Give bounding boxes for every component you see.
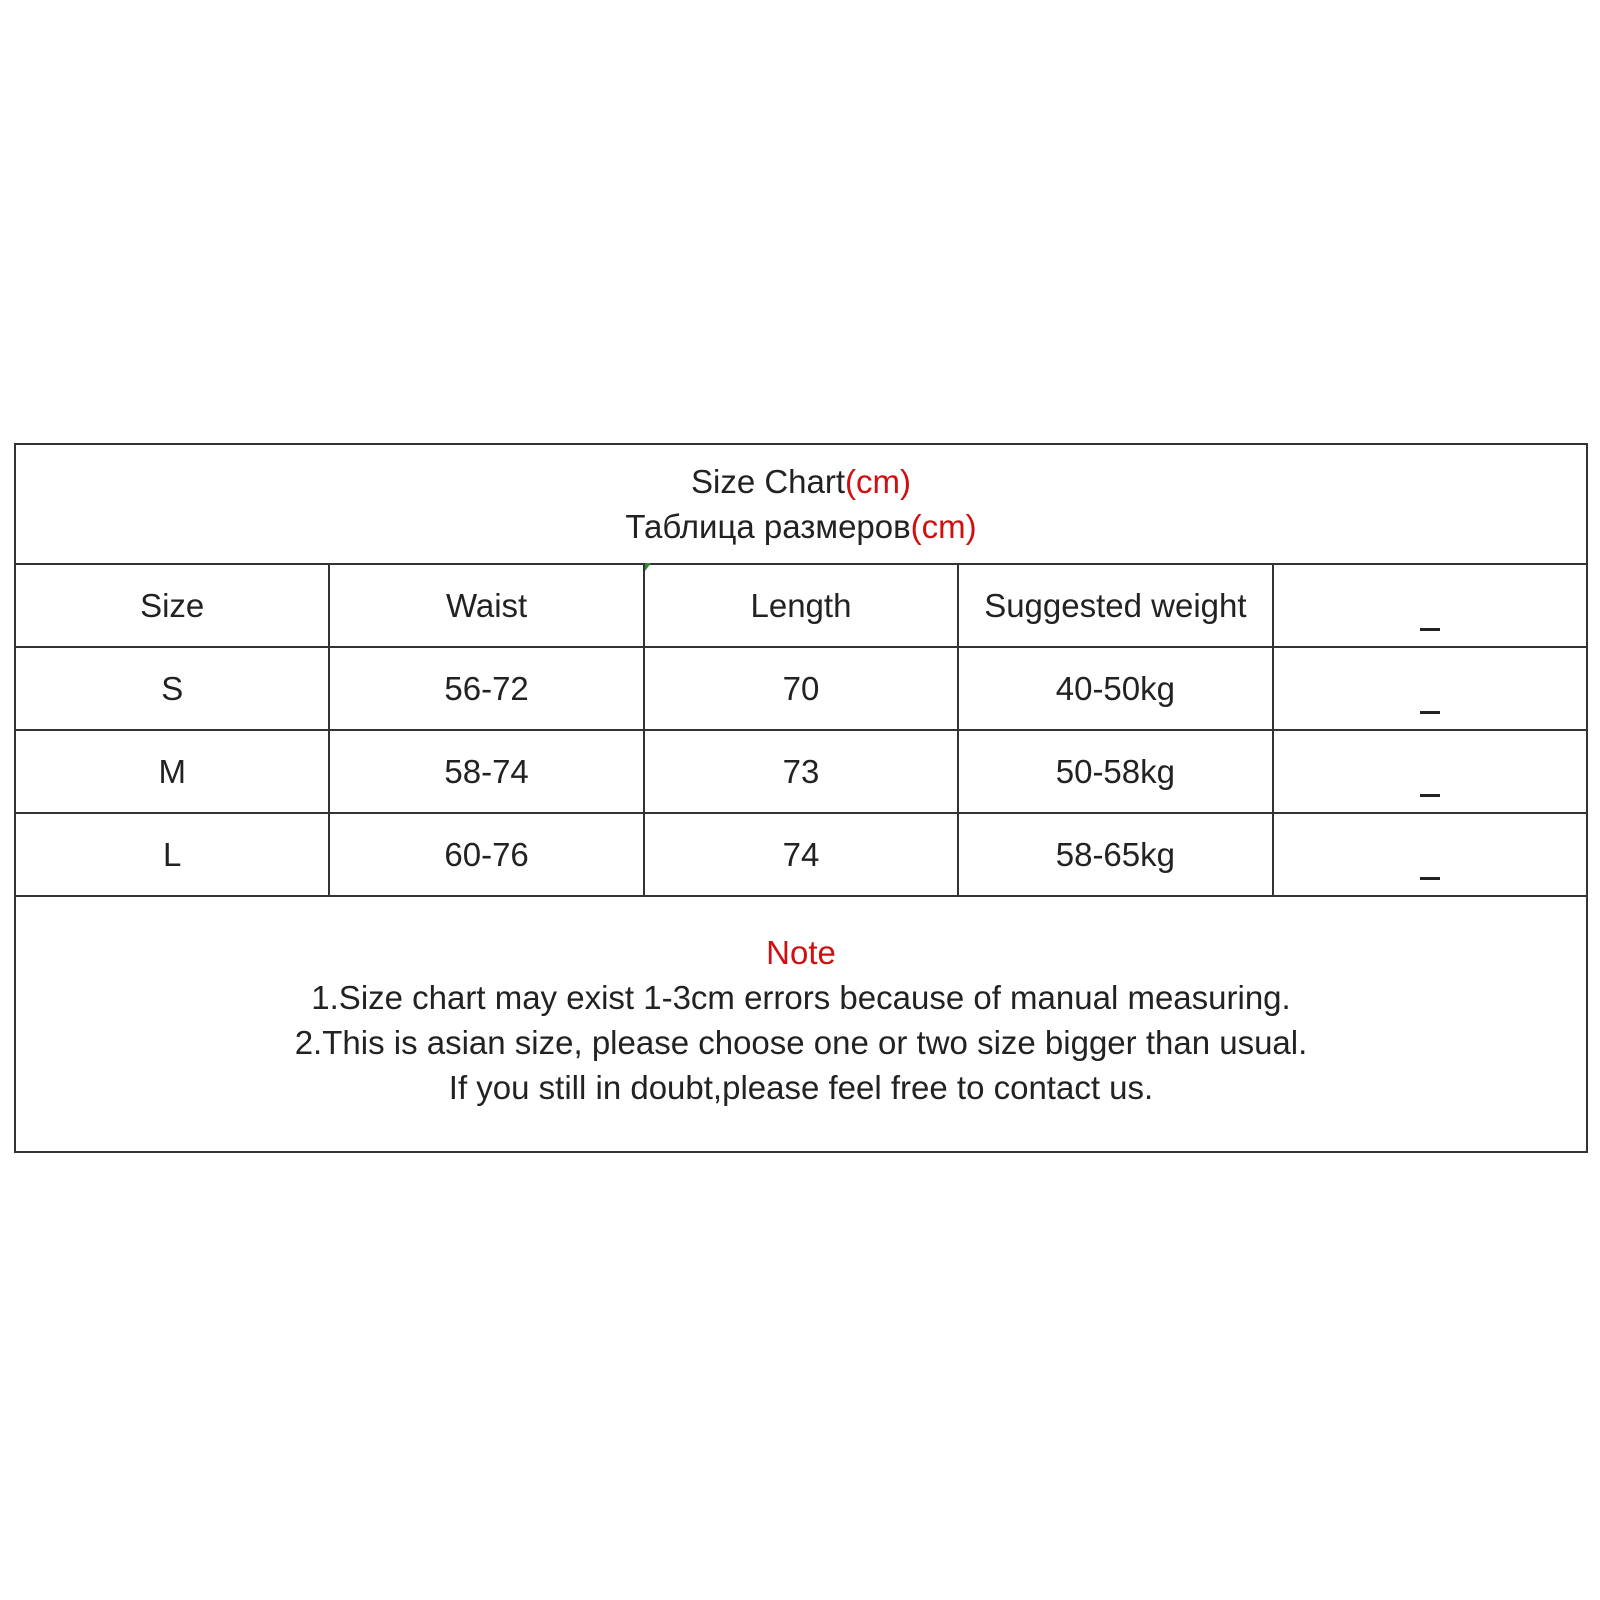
cell-size: S: [15, 647, 329, 730]
header-waist: Waist: [329, 564, 643, 647]
table-row: [15, 813, 1587, 896]
dash-mark: [1420, 628, 1440, 631]
green-corner-mark: [645, 563, 651, 571]
cell-waist: 60-76: [329, 813, 643, 896]
title-line-russian: [16, 504, 1586, 549]
size-chart: [14, 443, 1588, 1153]
cell-extra: [1273, 730, 1587, 813]
cell-extra: [1273, 813, 1587, 896]
table-header-row: [15, 564, 1587, 647]
cell-length: 73: [644, 730, 958, 813]
dash-mark: [1420, 794, 1440, 797]
cell-length: 70: [644, 647, 958, 730]
title-unit-english: (cm): [845, 463, 912, 500]
cell-size: L: [15, 813, 329, 896]
chart-title: [16, 445, 1586, 565]
header-length: [644, 564, 958, 647]
cell-size: M: [15, 730, 329, 813]
dash-mark: [1420, 877, 1440, 880]
dash-mark: [1420, 711, 1440, 714]
note-heading: Note: [766, 934, 836, 971]
title-unit-russian: (cm): [910, 508, 977, 545]
cell-weight: 50-58kg: [958, 730, 1272, 813]
header-suggested-weight: Suggested weight: [958, 564, 1272, 647]
table-row: [15, 647, 1587, 730]
cell-waist: 56-72: [329, 647, 643, 730]
title-text-russian: Таблица размеров: [625, 508, 911, 545]
note-line: 2.This is asian size, please choose one or two size bigger than usual.: [294, 1024, 1308, 1061]
cell-weight: 40-50kg: [958, 647, 1272, 730]
table-row: [15, 730, 1587, 813]
size-table: [14, 563, 1588, 897]
header-size: Size: [15, 564, 329, 647]
header-extra: [1273, 564, 1587, 647]
cell-extra: [1273, 647, 1587, 730]
cell-weight: 58-65kg: [958, 813, 1272, 896]
note-line: If you still in doubt,please feel free to contact us.: [448, 1069, 1154, 1106]
cell-length: 74: [644, 813, 958, 896]
title-line-english: [16, 459, 1586, 504]
note-section: [16, 930, 1586, 1145]
title-text-english: Size Chart: [690, 463, 846, 500]
cell-waist: 58-74: [329, 730, 643, 813]
note-line: 1.Size chart may exist 1-3cm errors because of manual measuring.: [311, 979, 1291, 1016]
header-length-label: Length: [750, 586, 852, 624]
